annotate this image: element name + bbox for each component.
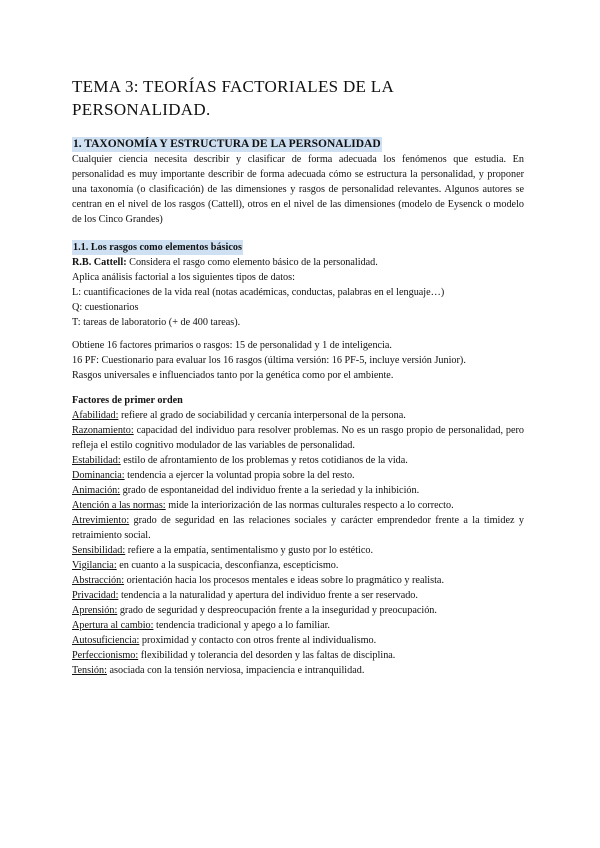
section-1-heading: 1. TAXONOMÍA Y ESTRUCTURA DE LA PERSONALIDAD bbox=[73, 138, 381, 150]
factor-item bbox=[72, 648, 524, 663]
factor-item bbox=[72, 573, 524, 588]
factor-description: grado de seguridad y despreocupación frente a la inseguridad y preocupación. bbox=[117, 605, 437, 616]
factor-description: en cuanto a la suspicacia, desconfianza, escepticismo. bbox=[116, 560, 339, 571]
factor-item bbox=[72, 603, 524, 618]
factor-description: asociada con la tensión nerviosa, impaciencia e intranquilidad. bbox=[106, 665, 365, 676]
factor-item bbox=[72, 663, 524, 678]
cattell-line bbox=[72, 255, 524, 270]
data-type-t: T: tareas de laboratorio (+ de 400 tareas). bbox=[72, 317, 241, 328]
section-1-1-heading: 1.1. Los rasgos como elementos básicos bbox=[73, 242, 242, 253]
factor-name: Tensión: bbox=[72, 665, 107, 676]
factor-item bbox=[72, 633, 524, 648]
factor-description: grado de seguridad en las relaciones sociales y carácter emprendedor frente a la timidez y retraimiento social. bbox=[72, 515, 524, 541]
factor-description: capacidad del individuo para resolver problemas. No es un rasgo propio de personalidad, pero refleja el estilo cognitivo modulador de las variables de personalidad. bbox=[72, 425, 524, 451]
data-types-intro: Aplica análisis factorial a los siguientes tipos de datos: bbox=[72, 272, 295, 283]
factor-description: refiere al grado de sociabilidad y cercanía interpersonal de la persona. bbox=[118, 410, 406, 421]
factor-item bbox=[72, 423, 524, 453]
document-content bbox=[72, 75, 524, 678]
factor-description: proximidad y contacto con otros frente al individualismo. bbox=[139, 635, 377, 646]
factor-description: tendencia tradicional y apego a lo familiar. bbox=[153, 620, 330, 631]
factor-name: Afabilidad: bbox=[72, 410, 119, 421]
factor-description: mide la interiorización de las normas culturales respecto a lo correcto. bbox=[165, 500, 454, 511]
factor-name: Estabilidad: bbox=[72, 455, 121, 466]
factor-item bbox=[72, 408, 524, 423]
section-1-paragraph: Cualquier ciencia necesita describir y clasificar de forma adecuada los fenómenos que estudia. En personalidad es muy importante describir de forma adecuada cómo se estructura la personalidad, y proponer una taxonomía (o clasificación) de las dimensiones y rasgos de personalidad relevantes. Algunos autores se centran en el nivel de los rasgos (Cattell), otros en el nivel de las dimensiones (modelo de Eysenck o modelo de los Cinco Grandes) bbox=[72, 154, 524, 225]
title-line-2: PERSONALIDAD. bbox=[72, 100, 211, 119]
factor-item bbox=[72, 453, 524, 468]
factor-description: grado de espontaneidad del individuo frente a la seriedad y la inhibición. bbox=[120, 485, 420, 496]
factor-description: flexibilidad y tolerancia del desorden y las faltas de disciplina. bbox=[138, 650, 396, 661]
factor-item bbox=[72, 588, 524, 603]
factors-obtained-line: Obtiene 16 factores primarios o rasgos: 15 de personalidad y 1 de inteligencia. bbox=[72, 340, 392, 351]
factors-heading: Factores de primer orden bbox=[72, 395, 183, 406]
factor-description: orientación hacia los procesos mentales e ideas sobre lo pragmático y realista. bbox=[124, 575, 445, 586]
factor-name: Aprensión: bbox=[72, 605, 118, 616]
factor-item bbox=[72, 513, 524, 543]
factor-item bbox=[72, 558, 524, 573]
factor-item bbox=[72, 543, 524, 558]
document-title bbox=[72, 75, 524, 121]
factor-list bbox=[72, 408, 524, 678]
factor-name: Privacidad: bbox=[72, 590, 119, 601]
factor-description: tendencia a ejercer la voluntad propia sobre la del resto. bbox=[124, 470, 355, 481]
factor-name: Perfeccionismo: bbox=[72, 650, 139, 661]
factor-name: Atención a las normas: bbox=[72, 500, 166, 511]
factor-name: Autosuficiencia: bbox=[72, 635, 140, 646]
factor-description: tendencia a la naturalidad y apertura del individuo frente a ser reservado. bbox=[118, 590, 418, 601]
factor-item bbox=[72, 618, 524, 633]
title-line-1: TEMA 3: TEORÍAS FACTORIALES DE LA bbox=[72, 77, 395, 96]
factor-description: refiere a la empatía, sentimentalismo y gusto por lo estético. bbox=[125, 545, 374, 556]
factor-name: Vigilancia: bbox=[72, 560, 117, 571]
cattell-label: R.B. Cattell: bbox=[72, 257, 127, 268]
factor-name: Animación: bbox=[72, 485, 121, 496]
16pf-line: 16 PF: Cuestionario para evaluar los 16 rasgos (última versión: 16 PF-5, incluye versión Junior). bbox=[72, 355, 466, 366]
factor-name: Razonamiento: bbox=[72, 425, 134, 436]
data-type-q: Q: cuestionarios bbox=[72, 302, 139, 313]
factor-name: Abstracción: bbox=[72, 575, 125, 586]
data-type-l: L: cuantificaciones de la vida real (notas académicas, conductas, palabras en el lenguaje…) bbox=[72, 287, 445, 298]
factor-name: Atrevimiento: bbox=[72, 515, 130, 526]
factor-name: Sensibilidad: bbox=[72, 545, 126, 556]
factor-name: Dominancia: bbox=[72, 470, 125, 481]
factor-item bbox=[72, 498, 524, 513]
factor-item bbox=[72, 483, 524, 498]
universal-traits-line: Rasgos universales e influenciados tanto por la genética como por el ambiente. bbox=[72, 370, 394, 381]
factor-description: estilo de afrontamiento de los problemas y retos cotidianos de la vida. bbox=[120, 455, 408, 466]
cattell-text: Considera el rasgo como elemento básico de la personalidad. bbox=[126, 257, 378, 268]
factor-item bbox=[72, 468, 524, 483]
factor-name: Apertura al cambio: bbox=[72, 620, 154, 631]
